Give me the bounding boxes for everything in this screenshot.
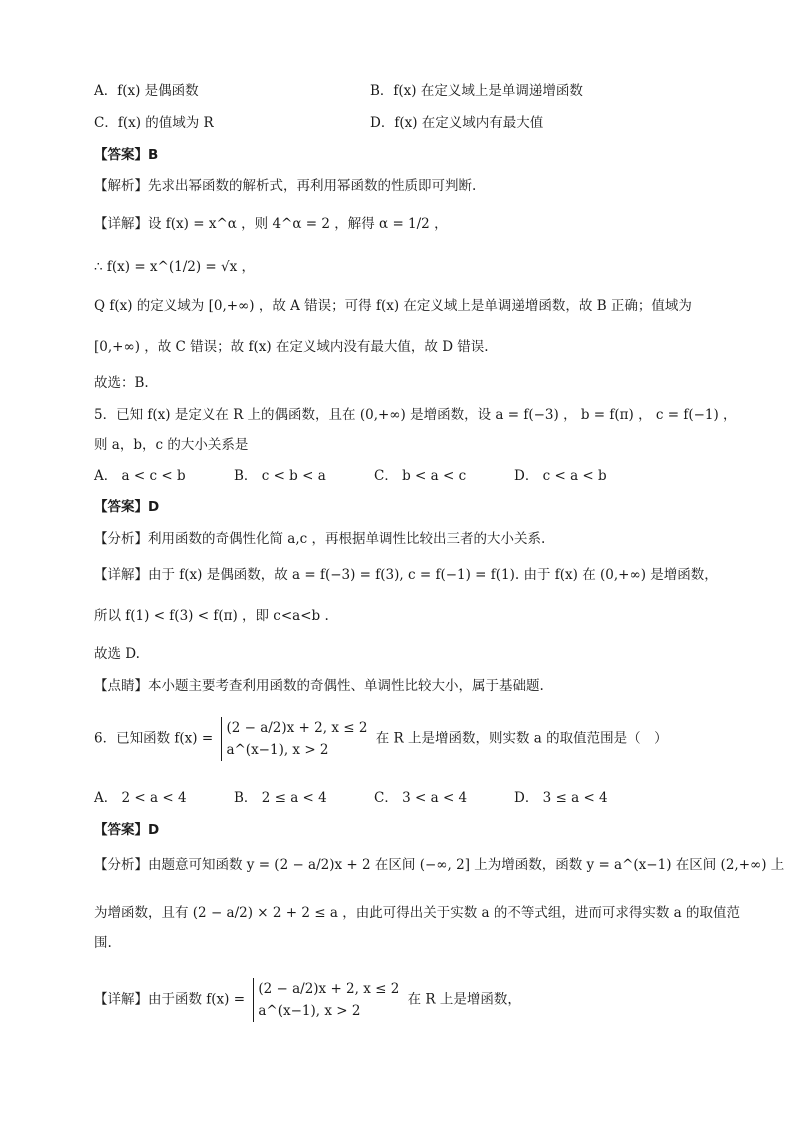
d6-case-2: a^(x−1), x > 2 xyxy=(258,1003,361,1019)
option-a: A．f(x) 是偶函数 xyxy=(94,83,199,99)
analysis-5: 【分析】利用函数的奇偶性化简 a,c ，再根据单调性比较出三者的大小关系. xyxy=(94,531,546,547)
detail-5-line-1: 【详解】由于 f(x) 是偶函数，故 a = f(−3) = f(3), c = f(−1) = f(1). 由于 f(x) 在 (0,+∞) 是增函数， xyxy=(94,567,718,583)
answer-5: 【答案】D xyxy=(94,499,160,515)
option-c: C．f(x) 的值域为 R xyxy=(94,115,214,131)
q6-lead: 6．已知函数 f(x) = xyxy=(94,730,214,747)
q6-option-d: D． 3 ≤ a < 4 xyxy=(514,790,608,806)
question-6 xyxy=(94,717,668,761)
analysis-4: 【解析】先求出幂函数的解析式，再利用幂函数的性质即可判断. xyxy=(94,178,477,194)
answer-6: 【答案】D xyxy=(94,822,160,838)
q5-option-c: C． b < a < c xyxy=(374,468,467,484)
question-6-options xyxy=(94,788,654,808)
choose-4: 故选：B. xyxy=(94,375,149,391)
q6-piecewise xyxy=(221,717,367,761)
d6-piecewise xyxy=(253,978,399,1022)
q5-option-b: B． c < b < a xyxy=(234,468,326,484)
detail-4-line-2: ∴ f(x) = x^(1/2) = √x ， xyxy=(94,259,256,275)
q6-tail: 在 R 上是增函数，则实数 a 的取值范围是（ ） xyxy=(375,730,668,747)
detail-4-line-4: [0,+∞) ，故 C 错误；故 f(x) 在定义域内没有最大值，故 D 错误. xyxy=(94,339,489,355)
q5-option-a: A． a < c < b xyxy=(94,468,186,484)
q6-option-b: B． 2 ≤ a < 4 xyxy=(234,790,327,806)
analysis-6-line-1: 【分析】由题意可知函数 y = (2 − a/2)x + 2 在区间 (−∞, 2] 上为增函数，函数 y = a^(x−1) 在区间 (2,+∞) 上 xyxy=(94,857,785,873)
comment-5: 【点睛】本小题主要考查利用函数的奇偶性、单调性比较大小，属于基础题. xyxy=(94,678,544,694)
detail-5-line-2: 所以 f(1) < f(3) < f(π) ，即 c<a<b . xyxy=(94,608,329,624)
answer-4: 【答案】B xyxy=(94,147,159,163)
option-d: D．f(x) 在定义域内有最大值 xyxy=(370,115,544,131)
detail-4-line-3: Q f(x) 的定义域为 [0,+∞) ，故 A 错误；可得 f(x) 在定义域上是单调递增函数，故 B 正确；值域为 xyxy=(94,298,692,314)
q6-option-c: C． 3 < a < 4 xyxy=(374,790,468,806)
choose-5: 故选 D. xyxy=(94,646,140,662)
d6-case-1: (2 − a/2)x + 2, x ≤ 2 xyxy=(258,981,400,997)
detail-4-line-1: 【详解】设 f(x) = x^α ，则 4^α = 2 ，解得 α = 1/2 ， xyxy=(94,216,448,232)
detail-6 xyxy=(94,978,521,1022)
analysis-6-line-2: 为增函数，且有 (2 − a/2) × 2 + 2 ≤ a ，由此可得出关于实数 a 的不等式组，进而可求得实数 a 的取值范 xyxy=(94,905,740,921)
question-5-options xyxy=(94,466,654,486)
question-5-line-2: 则 a，b，c 的大小关系是 xyxy=(94,437,249,453)
q6-case-1: (2 − a/2)x + 2, x ≤ 2 xyxy=(226,720,368,736)
d6-tail: 在 R 上是增函数， xyxy=(407,991,521,1008)
q6-option-a: A． 2 < a < 4 xyxy=(94,790,187,806)
question-5-line-1: 5．已知 f(x) 是定义在 R 上的偶函数，且在 (0,+∞) 是增函数，设 a = f(−3) ， b = f(π) ， c = f(−1) ， xyxy=(94,407,737,423)
q5-option-d: D． c < a < b xyxy=(514,468,607,484)
analysis-6-line-3: 围. xyxy=(94,935,112,951)
option-b: B．f(x) 在定义域上是单调递增函数 xyxy=(370,83,583,99)
q6-case-2: a^(x−1), x > 2 xyxy=(226,742,329,758)
d6-lead: 【详解】由于函数 f(x) = xyxy=(94,991,246,1008)
